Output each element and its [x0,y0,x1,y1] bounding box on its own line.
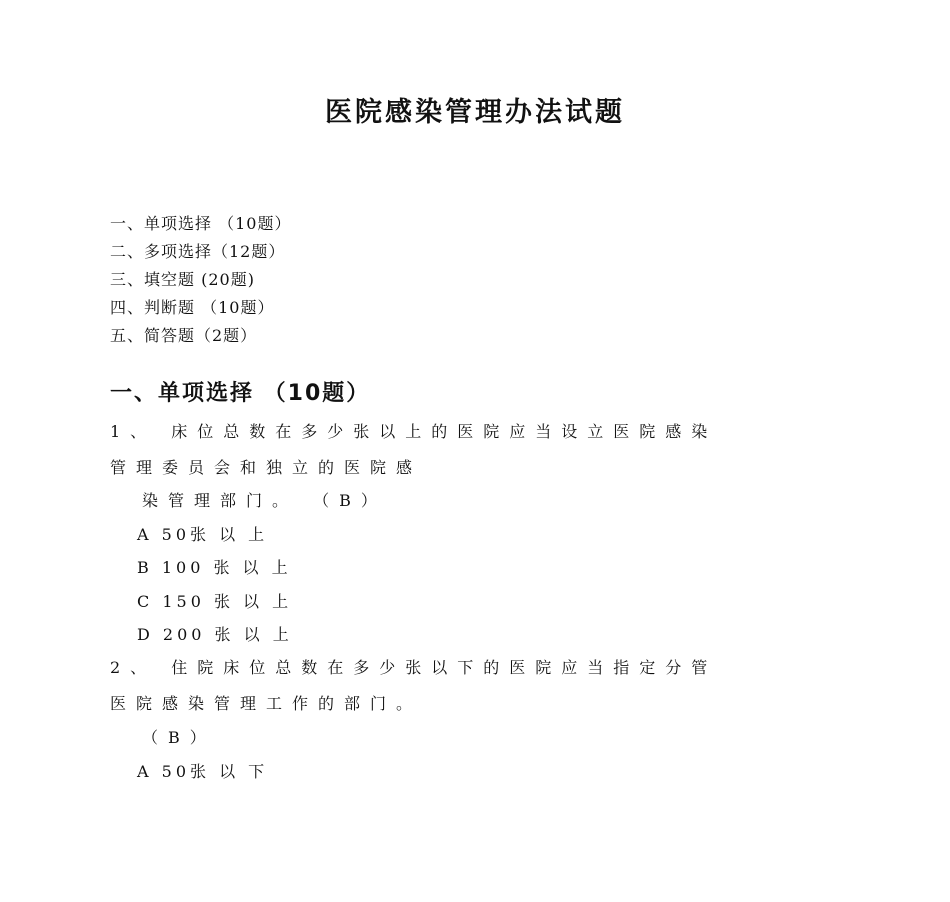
question-1-option-a: A 50张 以 上 [137,525,269,544]
toc-item-5: 五、简答题（2题） [110,326,258,345]
page-title: 医院感染管理办法试题 [325,97,625,128]
question-2-line-3: （B） [142,728,216,747]
question-1-option-b: B 100 张 以 上 [137,558,292,577]
toc-item-4: 四、判断题 （10题） [110,298,275,317]
question-2-option-a: A 50张 以 下 [137,762,269,781]
question-1-line-2: 管理委员会和独立的医院感 [110,458,423,477]
question-2-line-2: 医院感染管理工作的部门。 [110,694,423,713]
toc-item-1: 一、单项选择 （10题） [110,214,292,233]
question-1-line-1: 1、 床位总数在多少张以上的医院应当设立医院感染 [110,422,718,441]
question-2-line-1: 2、 住院床位总数在多少张以下的医院应当指定分管 [110,658,718,677]
section-heading: 一、单项选择 （10题） [110,381,371,406]
question-1-option-c: C 150 张 以 上 [137,592,293,611]
toc-item-2: 二、多项选择（12题） [110,242,286,261]
question-1-line-3: 染管理部门。 （B） [142,491,387,510]
toc-item-3: 三、填空题 (20题) [110,270,255,289]
question-1-option-d: D 200 张 以 上 [137,625,293,644]
